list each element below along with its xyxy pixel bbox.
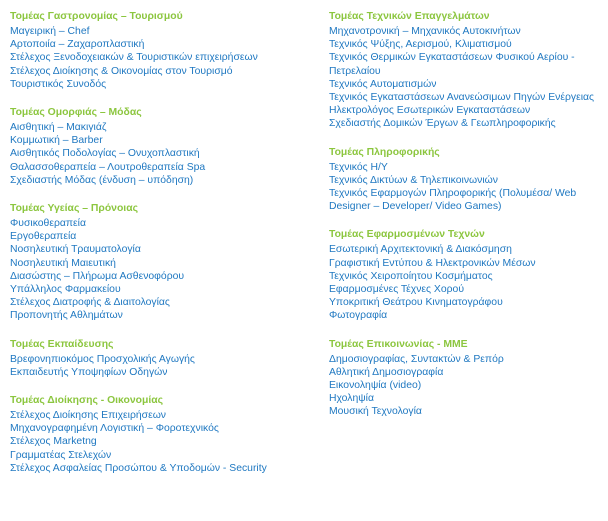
- program-item: Ηλεκτρολόγος Εσωτερικών Εγκαταστάσεων: [329, 105, 531, 117]
- program-item: Δημοσιογραφίας, Συντακτών & Ρεπόρ: [329, 353, 504, 365]
- sector-title: Τομέας Πληροφορικής: [329, 146, 440, 158]
- program-item: Τεχνικός Ψύξης, Αερισμού, Κλιματισμού: [329, 39, 512, 51]
- program-item: Γραφιστική Εντύπου & Ηλεκτρονικών Μέσων: [329, 257, 536, 269]
- program-item: Αισθητικός Ποδολογίας – Ονυχοπλαστική: [10, 148, 200, 160]
- sector-gastronomy-tourism: [10, 10, 310, 91]
- sector-beauty-fashion: [10, 106, 310, 187]
- program-item: Αθλητική Δημοσιογραφία: [329, 366, 444, 378]
- sector-title: Τομέας Γαστρονομίας – Τουρισμού: [10, 11, 183, 22]
- program-item: Θαλασσοθεραπεία – Λουτροθεραπεία Spa: [10, 161, 206, 173]
- program-item: Εργοθεραπεία: [10, 231, 77, 243]
- sector-title: Τομέας Ομορφιάς – Μόδας: [10, 107, 142, 119]
- program-item: Τουριστικός Συνοδός: [10, 78, 107, 90]
- program-item: Τεχνικός Θερμικών Εγκαταστάσεων Φυσικού Αερίου - Πετρελαίου: [329, 52, 575, 77]
- program-item: Μηχανοτρονική – Μηχανικός Αυτοκινήτων: [329, 26, 521, 37]
- program-item: Στέλεχος Διοίκησης Επιχειρήσεων: [10, 410, 167, 422]
- program-item: Εφαρμοσμένες Τέχνες Χορού: [329, 284, 465, 296]
- program-item: Φωτογραφία: [329, 310, 388, 322]
- sector-informatics: [329, 146, 604, 214]
- program-item: Ηχοληψία: [329, 393, 374, 405]
- sector-education: [10, 338, 310, 379]
- program-item: Στέλεχος Marketng: [10, 436, 97, 448]
- sector-title: Τομέας Επικοινωνίας - ΜΜΕ: [329, 338, 468, 350]
- sector-technical-professions: [329, 10, 604, 131]
- program-item: Νοσηλευτική Μαιευτική: [10, 257, 116, 269]
- program-item: Μουσική Τεχνολογία: [329, 406, 422, 418]
- program-item: Διασώστης – Πλήρωμα Ασθενοφόρου: [10, 270, 185, 282]
- program-item: Τεχνικός Εφαρμογών Πληροφορικής (Πολυμέσα/ Web Designer – Developer/ Video Games): [329, 188, 577, 213]
- program-item: Εικονοληψία (video): [329, 380, 422, 392]
- program-item: Υπάλληλος Φαρμακείου: [10, 284, 121, 296]
- program-item: Στέλεχος Διατροφής & Διαιτολογίας: [10, 297, 170, 309]
- program-item: Βρεφονηπιοκόμος Προσχολικής Αγωγής: [10, 353, 195, 365]
- sector-communication-media: [329, 338, 604, 419]
- program-item: Τεχνικός Χειροποίητου Κοσμήματος: [329, 270, 493, 282]
- program-item: Μηχανογραφημένη Λογιστική – Φοροτεχνικός: [10, 423, 219, 435]
- sector-title: Τομέας Εκπαίδευσης: [10, 338, 114, 350]
- program-item: Τεχνικός Δικτύων & Τηλεπικοινωνιών: [329, 174, 498, 186]
- sector-administration-economy: [10, 394, 310, 475]
- program-item: Νοσηλευτική Τραυματολογία: [10, 244, 141, 256]
- program-item: Στέλεχος Ξενοδοχειακών & Τουριστικών επιχειρήσεων: [10, 52, 258, 64]
- sector-health-welfare: [10, 202, 310, 323]
- sector-title: Τομέας Τεχνικών Επαγγελμάτων: [329, 11, 490, 22]
- program-item: Σχεδιαστής Μόδας (ένδυση – υπόδηση): [10, 174, 194, 186]
- program-item: Στέλεχος Ασφαλείας Προσώπου & Υποδομών - Security: [10, 462, 267, 474]
- sector-title: Τομέας Εφαρμοσμένων Τεχνών: [329, 229, 485, 241]
- left-column: [10, 10, 310, 490]
- program-item: Φυσικοθεραπεία: [10, 218, 86, 230]
- program-item: Γραμματέας Στελεχών: [10, 449, 112, 461]
- program-item: Υποκριτική Θεάτρου Κινηματογράφου: [329, 297, 503, 309]
- program-item: Εκπαιδευτής Υποψηφίων Οδηγών: [10, 366, 168, 378]
- program-item: Τεχνικός Η/Υ: [329, 161, 388, 173]
- program-item: Στέλεχος Διοίκησης & Οικονομίας στον Τουρισμό: [10, 65, 233, 77]
- right-column: [329, 10, 604, 434]
- program-item: Τεχνικός Εγκαταστάσεων Ανανεώσιμων Πηγών Ενέργειας: [329, 92, 595, 104]
- program-item: Μαγειρική – Chef: [10, 26, 90, 37]
- sector-applied-arts: [329, 228, 604, 322]
- program-item: Εσωτερική Αρχιτεκτονική & Διακόσμηση: [329, 244, 512, 256]
- sector-title: Τομέας Διοίκησης - Οικονομίας: [10, 395, 164, 407]
- program-item: Τεχνικός Αυτοματισμών: [329, 78, 437, 90]
- program-item: Αρτοποιία – Ζαχαροπλαστική: [10, 39, 145, 51]
- program-item: Κομμωτική – Barber: [10, 135, 103, 147]
- program-item: Σχεδιαστής Δομικών Έργων & Γεωπληροφορικής: [329, 118, 556, 130]
- program-item: Αισθητική – Μακιγιάζ: [10, 122, 107, 134]
- program-item: Προπονητής Αθλημάτων: [10, 310, 123, 322]
- sector-title: Τομέας Υγείας – Πρόνοιας: [10, 203, 138, 215]
